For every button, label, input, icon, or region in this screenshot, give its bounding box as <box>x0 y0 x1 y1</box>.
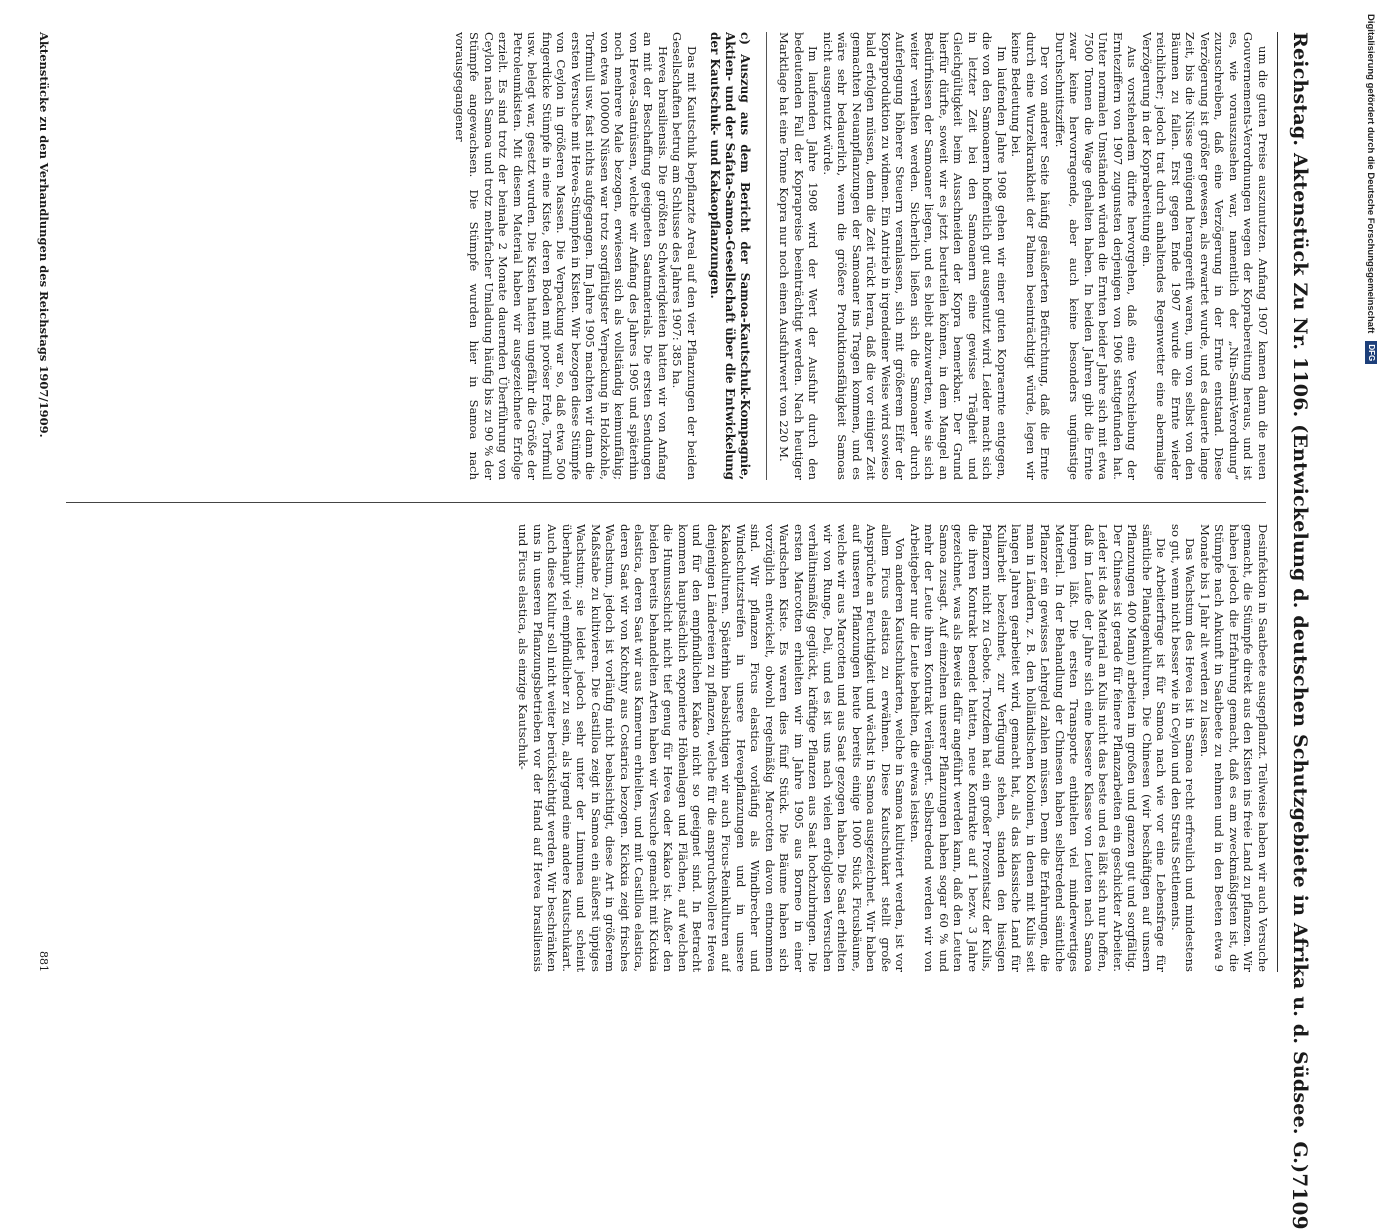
rotated-document-page <box>30 32 1322 1230</box>
paragraph: Der von anderer Seite häufig geäußerten Befürchtung, daß die Ernte durch eine Wurzelkrankheit der Palmen beeinträchtigt würde, legen wir keine Bedeutung bei. <box>1009 32 1053 480</box>
text-columns <box>62 32 1270 972</box>
section-heading: c) Auszug aus dem Bericht der Samoa-Kautschuk-Kompagnie, Aktien- und der Safata-Samoa-Gesellschaft über die Entwickelung der Kautschuk- und Kakaopflanzungen. <box>708 32 752 480</box>
left-column <box>62 32 1270 480</box>
digitization-credit: Digitalisierung gefördert durch die Deutsche Forschungsgemeinschaft <box>1365 14 1377 334</box>
signature-line: Aktenstücke zu den Verhandlungen des Reichstags 1907/1909. <box>37 32 51 438</box>
page-number: 7109 <box>1288 1173 1312 1230</box>
paragraph: um die guten Preise auszunutzen. Anfang 1907 kamen dann die neuen Gouvernements-Verordnungen wegen der Koprabereitung heraus, und ist es, wie vorauszusehen war, namentlich der „Nin-Sami-Verordnung“ zuzuschreiben, daß eine Verzögerung in der Ernte entstand. Diese Verzögerung ist größer gewesen, als erwartet wurde, und es dauerte lange Zeit, bis die Nüsse genügend herangereift waren, um von selbst von den Bäumen zu fallen. Erst gegen Ende 1907 wurde die Ernte wieder reichlicher; jedoch trat durch anhaltendes Regenwetter eine abermalige Verzögerung in der Koprabereitung ein. <box>1140 32 1270 480</box>
paragraph: Im laufenden Jahre 1908 gehen wir einer guten Kopraernte entgegen, die von den Samoanern hoffentlich gut ausgenutzt wird. Leider macht sich in letzter Zeit bei den Samoanern eine gewisse Trägheit und Gleichgültigkeit beim Ausschneiden der Kopra bemerkbar. Der Grund hierfür dürfte, soweit wir es jetzt beurteilen können, in dem Mangel an Bedürfnissen der Samoaner liegen, und es bleibt abzuwarten, wie sie sich weiter verhalten werden. Sicherlich ließen sich die Samoaner durch Auferlegung höherer Steuern veranlassen, sich mit größerem Eifer der Kopraproduktion zu widmen. Ein Antrieb in irgendeiner Weise wird sowieso bald erfolgen müssen, denn die Zeit rückt heran, daß die vor einiger Zeit gemachten Neuanpflanzungen der Samoaner ins Tragen kommen, und es wäre sehr bedauerlich, wenn die größere Produktionsfähigkeit Samoas nicht ausgenutzt würde. <box>821 32 1009 480</box>
paragraph: Die Arbeiterfrage ist für Samoa nach wie vor eine Lebensfrage für sämtliche Plantagenkulturen. Die Chinesen (wir beschäftigen auf unsern Pflanzungen 400 Mann) arbeiten im großen und ganzen gut und sorgfältig. Der Chinese ist gerade für feinere Pflanzarbeiten ein geschickter Arbeiter. Leider ist das Material an Kulis nicht das beste und es läßt sich nur hoffen, daß im Laufe der Jahre sich eine bessere Klasse von Leuten nach Samoa bringen läßt. Die ersten Transporte enthielten viel minderwertiges Material. In der Behandlung der Chinesen haben selbstredend sämtliche Pflanzer ein gewisses Lehrgeld zahlen müssen. Denn die Erfahrungen, die man in Ländern, z. B. den holländischen Kolonien, in denen mit Kulis seit langen Jahren gearbeitet wird, gemacht hat, als das klassische Land für Kuliarbeit bezeichnet, zur Verfügung stehen, standen den hiesigen Pflanzern nicht zu Gebote. Trotzdem hat ein großer Prozentsatz der Kulis, die ihren Kontrakt beendet hatten, neue Kontrakte auf 1 bezw. 3 Jahre gezeichnet, was als Beweis dafür angeführt werden kann, daß den Leuten Samoa zusagt. Auf einzelnen unserer Pflanzungen haben sogar 60 % und mehr der Leute ihren Kontrakt verlängert. Selbstredend werden wir von Arbeitgeber nur die Leute behalten, die etwas leisten. <box>908 524 1169 972</box>
dfg-logo: DFG <box>1365 341 1377 364</box>
page-title: Reichstag. Aktenstück Zu Nr. 1106. (Entwickelung d. deutschen Schutzgebiete in Afrika u. d. Südsee. G.) <box>1289 32 1311 1174</box>
paragraph: Aus vorstehendem dürfte hervorgehen, daß eine Verschiebung der Ernteziffern von 1907 zugunsten derjenigen von 1906 stattgefunden hat. Unter normalen Umständen würden die Ernten beider Jahre sich mit etwa 7500 Tonnen die Wage gehalten haben. In beiden Jahren gibt die Ernte zwar keine hervorragende, aber auch keine besonders ungünstige Durchschnittsziffer. <box>1053 32 1140 480</box>
paragraph: Desinfektion in Saatbeete ausgepflanzt. Teilweise haben wir auch Versuche gemacht, die Stümpfe direkt aus den Kisten ins freie Land zu pflanzen. Wir haben jedoch die Erfahrung gemacht, daß es am zweckmäßigsten ist, die Stümpfe nach Ankunft in Saatbeete zu nehmen und in den Beeten etwa 9 Monate bis 1 Jahr alt werden zu lassen. <box>1198 524 1270 972</box>
paragraph: Das Wachstum des Hevea ist in Samoa recht erfreulich und mindestens so gut, wenn nicht besser wie in Ceylon und den Straits Settlements. <box>1169 524 1198 972</box>
paragraph: Von anderen Kautschukarten, welche in Samoa kultiviert werden, ist vor allem Ficus elastica zu erwähnen. Diese Kautschukart stellt große Ansprüche an Feuchtigkeit und wächst in Samoa ausgezeichnet. Wir haben auf unseren Pflanzungen heute bereits einige 1000 Stück Ficusbäume, welche wir aus Marcotten und aus Saat gezogen haben. Die Saat erhielten wir von Runge, Deli, und es ist uns nach vielen erfolglosen Versuchen verhältnismäßig geglückt, kräftige Pflanzen aus Saat hochzubringen. Die ersten Marcotten erhielten wir im Jahre 1905 aus Borneo in einer Wardschen Kiste. Es waren dies fünf Stück. Die Bäume haben sich vorzüglich entwickelt, obwohl regelmäßig Marcotten davon entnommen sind. Wir pflanzen Ficus elastica vorläufig als Windbrecher und Windschutzstreifen in unsere Heveapflanzungen und in unsere Kakaokulturen. Späterhin beabsichtigen wir auch Ficus-Reinkulturen auf denjenigen Ländereien zu pflanzen, welche für die anspruchsvollere Hevea und für den empfindlichen Kakao nicht so geeignet sind. In Betracht kommen hauptsächlich exponierte Höhenlagen und Flächen, auf welchen die Humusschicht nicht tief genug für Hevea oder Kakao ist. Außer den beiden bereits behandelten Arten haben wir Versuche gemacht mit Kickxia elastica, deren Saat wir aus Kamerun erhielten, und mit Castilloa elastica, deren Saat wir von Kotchny aus Costarica bezogen. Kickxia zeigt frisches Wachstum, jedoch ist vorläufig nicht beabsichtigt, diese Art in größerem Maßstabe zu kultivieren. Die Castilloa zeigt in Samoa ein äußerst üppiges Wachstum; sie leidet jedoch sehr unter der Limumea und scheint überhaupt viel empfindlicher zu sein, als irgend eine andere Kautschukart. Auch diese Kultur soll nicht weiter berücksichtigt werden. Wir beschränken uns in unseren Pflanzungsbetrieben vor der Hand auf Hevea brasiliensis und Ficus elastica, als einzige Kautschuk- <box>516 524 908 972</box>
paragraph: Hevea brasiliensis. Die größten Schwierigkeiten hatten wir von Anfang an mit der Beschaffung geeigneten Saatmaterials. Die ersten Sendungen von Hevea-Saatnüssen, welche wir Anfang des Jahres 1905 und späterhin noch mehrere Male bezogen, erwiesen sich als vollständig keimunfähig; von etwa 100000 Nüssen war trotz sorgfältigster Verpackung in Holzkohle, Torfmull usw. fast nichts aufgegangen. Im Jahre 1905 machten wir dann die ersten Versuche mit Hevea-Stümpfen in Kisten. Wir bezogen diese Stümpfe von Ceylon in größeren Massen. Die Verpackung war so, daß etwa 500 fingerdicke Stümpfe in eine Kiste, deren Boden mit poröser Erde, Torfmull usw. belegt war, gesetzt wurden. Die Kisten hatten ungefähr die Größe der Petroleumkisten. Mit diesem Material haben wir ausgezeichnete Erfolge erzielt. Es sind trotz der beinahe 2 Monate dauernden Überführung von Ceylon nach Samoa und trotz mehrfacher Umladung häufig bis zu 90 % der Stümpfe angewachsen. Die Stümpfe wurden hier in Samoa nach vorausgegangener <box>453 32 670 480</box>
sheet-number: 881 <box>37 951 51 972</box>
column-divider <box>66 502 1266 503</box>
right-column <box>62 524 1270 972</box>
digitization-margin-note <box>1364 14 1378 974</box>
header-rule <box>1277 32 1278 972</box>
page-header <box>1278 32 1322 1230</box>
paragraph: Im laufenden Jahre 1908 wird der Wert der Ausfuhr durch den bedeutenden Fall der Koprapreise beeinträchtigt werden. Nach heutiger Marktlage hat eine Tonne Kopra nur noch einen Ausfuhrwert von 220 M. <box>777 32 821 480</box>
paragraph: Das mit Kautschuk bepflanzte Areal auf den vier Pflanzungen der beiden Gesellschaften betrug am Schlusse des Jahres 1907: 385 ha. <box>670 32 699 480</box>
page-footer <box>30 32 58 972</box>
section-separator <box>766 32 767 480</box>
